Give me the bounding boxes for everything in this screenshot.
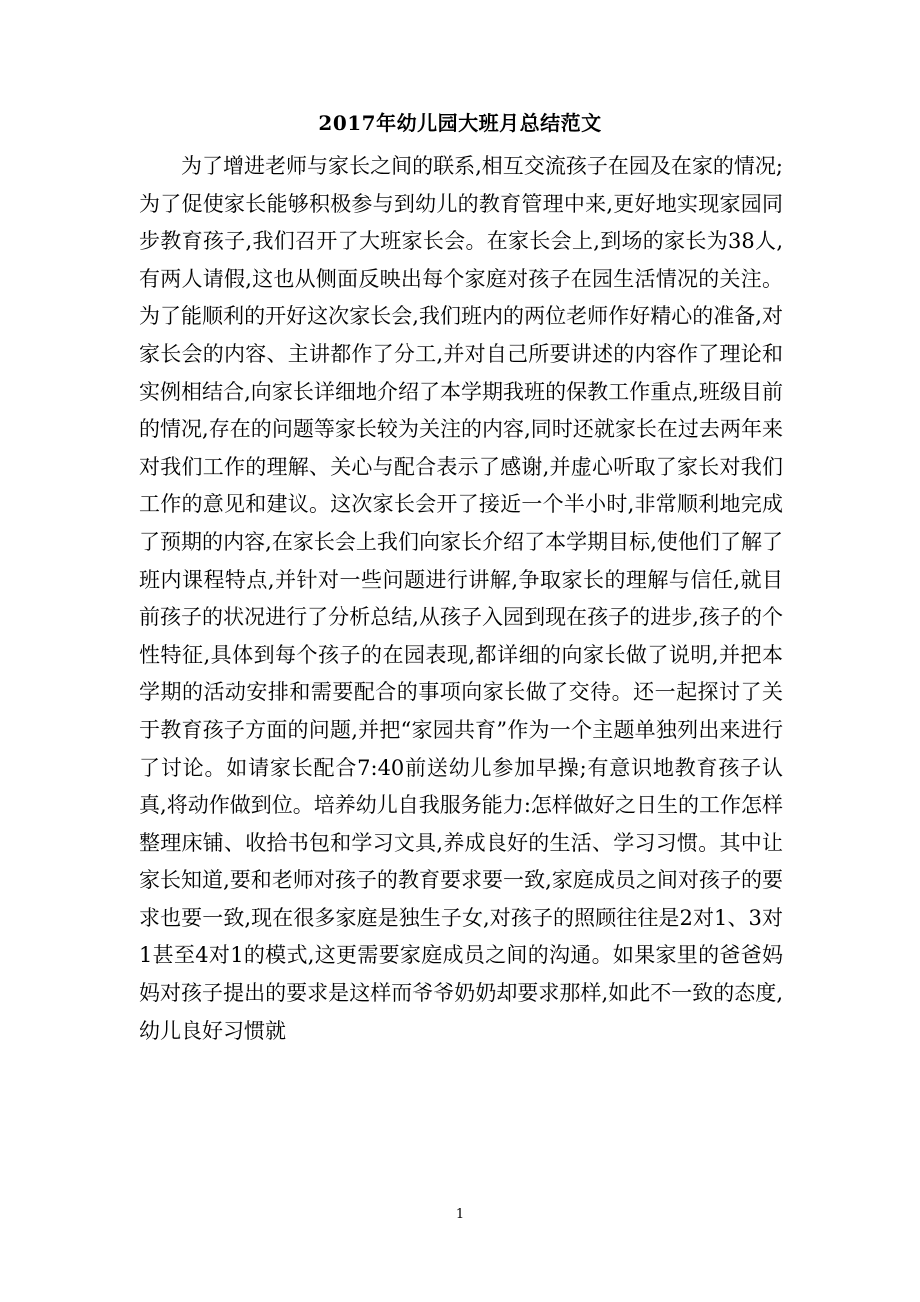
body-paragraph: 为了增进老师与家长之间的联系,相互交流孩子在园及在家的情况;为了促使家长能够积极参与到幼儿的教育管理中来,更好地实现家园同步教育孩子,我们召开了大班家长会。在家长会上,到场的家长为38人,有两人请假,这也从侧面反映出每个家庭对孩子在园生活情况的关注。为了能顺利的开好这次家长会,我们班内的两位老师作好精心的准备,对家长会的内容、主讲都作了分工,并对自己所要讲述的内容作了理论和实例相结合,向家长详细地介绍了本学期我班的保教工作重点,班级目前的情况,存在的问题等家长较为关注的内容,同时还就家长在过去两年来对我们工作的理解、关心与配合表示了感谢,并虚心听取了家长对我们工作的意见和建议。这次家长会开了接近一个半小时,非常顺利地完成了预期的内容,在家长会上我们向家长介绍了本学期目标,使他们了解了班内课程特点,并针对一些问题进行讲解,争取家长的理解与信任,就目前孩子的状况进行了分析总结,从孩子入园到现在孩子的进步,孩子的个性特征,具体到每个孩子的在园表现,都详细的向家长做了说明,并把本学期的活动安排和需要配合的事项向家长做了交待。还一起探讨了关于教育孩子方面的问题,并把“家园共育”作为一个主题单独列出来进行了讨论。如请家长配合7:40前送幼儿参加早操;有意识地教育孩子认真,将动作做到位。培养幼儿自我服务能力:怎样做好之日生的工作怎样整理床铺、收拾书包和学习文具,养成良好的生活、学习习惯。其中让家长知道,要和老师对孩子的教育要求要一致,家庭成员之间对孩子的要求也要一致,现在很多家庭是独生子女,对孩子的照顾往往是2对1、3对1甚至4对1的模式,这更需要家庭成员之间的沟通。如果家里的爸爸妈妈对孩子提出的要求是这样而爷爷奶奶却要求那样,如此不一致的态度,幼儿良好习惯就 [139, 154, 783, 1043]
document-title: 2017年幼儿园大班月总结范文 [318, 111, 602, 135]
page-number: 1 [455, 1207, 465, 1222]
